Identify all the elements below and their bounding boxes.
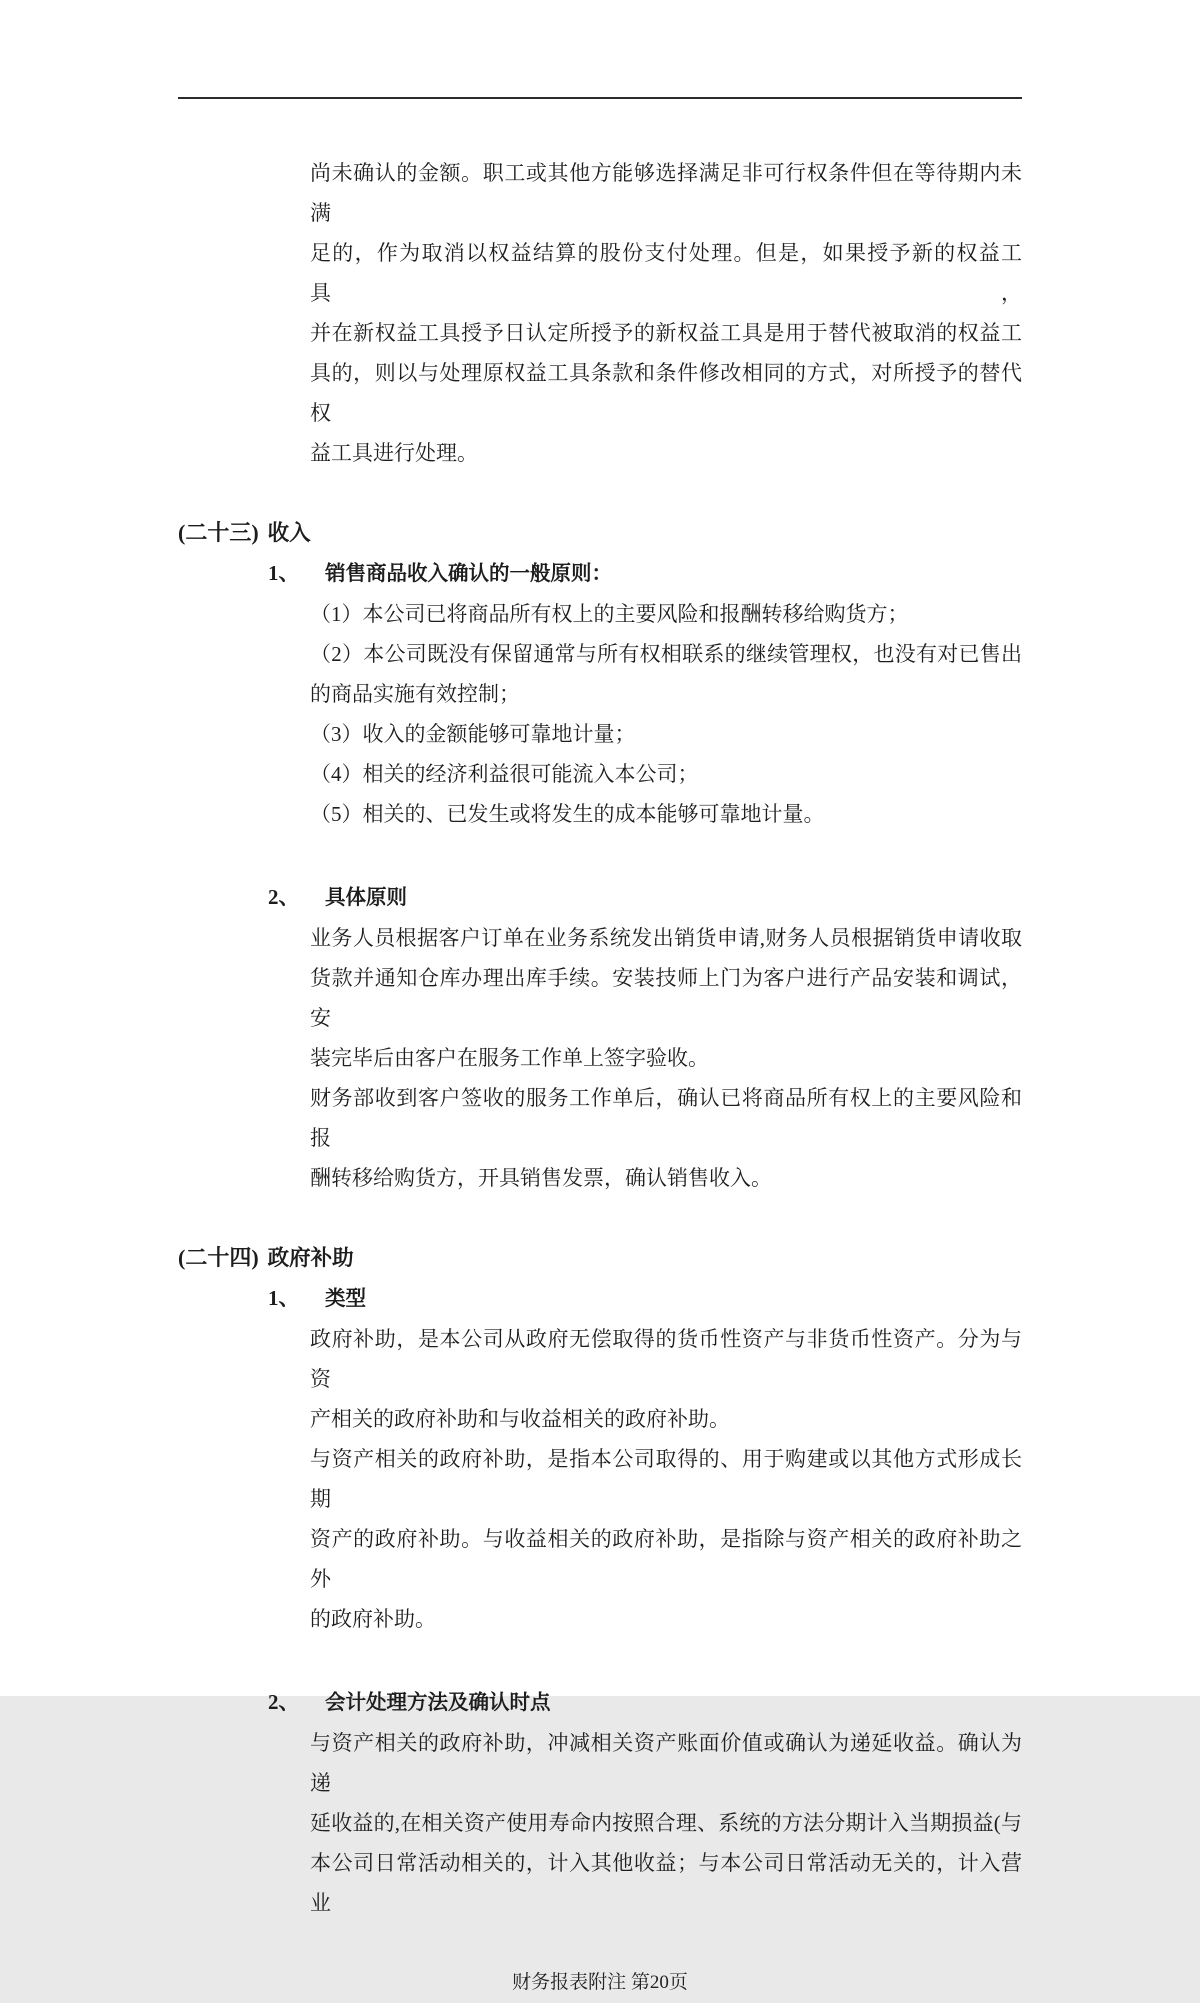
section-title: 收入 [267, 521, 311, 545]
text-line: 酬转移给购货方，开具销售发票，确认销售收入。 [310, 1166, 772, 1190]
text-line: 产相关的政府补助和与收益相关的政府补助。 [310, 1407, 730, 1431]
subitem-header [178, 553, 1022, 594]
subitem-body [310, 594, 1022, 834]
subitem-header [178, 1682, 1022, 1723]
text-line: 足的，作为取消以权益结算的股份支付处理。但是，如果授予新的权益工具， [310, 241, 1022, 305]
subitem-number: 2、 [268, 885, 300, 909]
text-line: 的政府补助。 [310, 1607, 436, 1631]
text-line: 并在新权益工具授予日认定所授予的新权益工具是用于替代被取消的权益工 [310, 321, 1022, 345]
section-title: 政府补助 [267, 1246, 354, 1270]
text-line: 本公司日常活动相关的，计入其他收益；与本公司日常活动无关的，计入营业 [310, 1851, 1022, 1915]
text-line: 货款并通知仓库办理出库手续。安装技师上门为客户进行产品安装和调试，安 [310, 966, 1022, 1030]
subitem-body [310, 1319, 1022, 1639]
section-heading [178, 513, 1022, 553]
subitem-title: 类型 [325, 1287, 366, 1310]
text-line: 资产的政府补助。与收益相关的政府补助，是指除与资产相关的政府补助之外 [310, 1527, 1022, 1591]
subitem-title: 具体原则 [325, 886, 407, 909]
subitem-body [310, 918, 1022, 1198]
subitem-title: 销售商品收入确认的一般原则： [325, 562, 612, 585]
text-line: 财务部收到客户签收的服务工作单后，确认已将商品所有权上的主要风险和报 [310, 1086, 1022, 1150]
section-heading [178, 1238, 1022, 1278]
header-rule [178, 97, 1022, 99]
text-line: 政府补助，是本公司从政府无偿取得的货币性资产与非货币性资产。分为与资 [310, 1327, 1022, 1391]
text-line: 业务人员根据客户订单在业务系统发出销货申请,财务人员根据销货申请收取 [310, 926, 1022, 950]
text-line: （5）相关的、已发生或将发生的成本能够可靠地计量。 [310, 802, 825, 826]
text-line: 延收益的,在相关资产使用寿命内按照合理、系统的方法分期计入当期损益(与 [310, 1811, 1022, 1835]
subitem-header [178, 877, 1022, 918]
subitem-title: 会计处理方法及确认时点 [325, 1691, 551, 1714]
subitem-number: 1、 [268, 561, 300, 585]
text-line: 益工具进行处理。 [310, 441, 478, 465]
text-line: 装完毕后由客户在服务工作单上签字验收。 [310, 1046, 709, 1070]
continuation-paragraph [310, 153, 1022, 473]
subitem-number: 2、 [268, 1690, 300, 1714]
text-line: 尚未确认的金额。职工或其他方能够选择满足非可行权条件但在等待期内未满 [310, 161, 1022, 225]
subitem-header [178, 1278, 1022, 1319]
section-number: (二十三) [178, 520, 259, 545]
subitem-body [310, 1723, 1022, 1923]
text-line: （3）收入的金额能够可靠地计量； [310, 722, 636, 746]
text-line: （1）本公司已将商品所有权上的主要风险和报酬转移给购货方； [310, 602, 909, 626]
text-line: 具的，则以与处理原权益工具条款和条件修改相同的方式，对所授予的替代权 [310, 361, 1022, 425]
text-line: 的商品实施有效控制； [310, 682, 520, 706]
text-line: （4）相关的经济利益很可能流入本公司； [310, 762, 699, 786]
section-number: (二十四) [178, 1245, 259, 1270]
text-line: （2）本公司既没有保留通常与所有权相联系的继续管理权，也没有对已售出 [310, 642, 1022, 666]
text-line: 与资产相关的政府补助，是指本公司取得的、用于购建或以其他方式形成长期 [310, 1447, 1022, 1511]
text-line: 与资产相关的政府补助，冲减相关资产账面价值或确认为递延收益。确认为递 [310, 1731, 1022, 1795]
subitem-number: 1、 [268, 1286, 300, 1310]
page-footer: 财务报表附注 第20页 [512, 1972, 688, 1993]
